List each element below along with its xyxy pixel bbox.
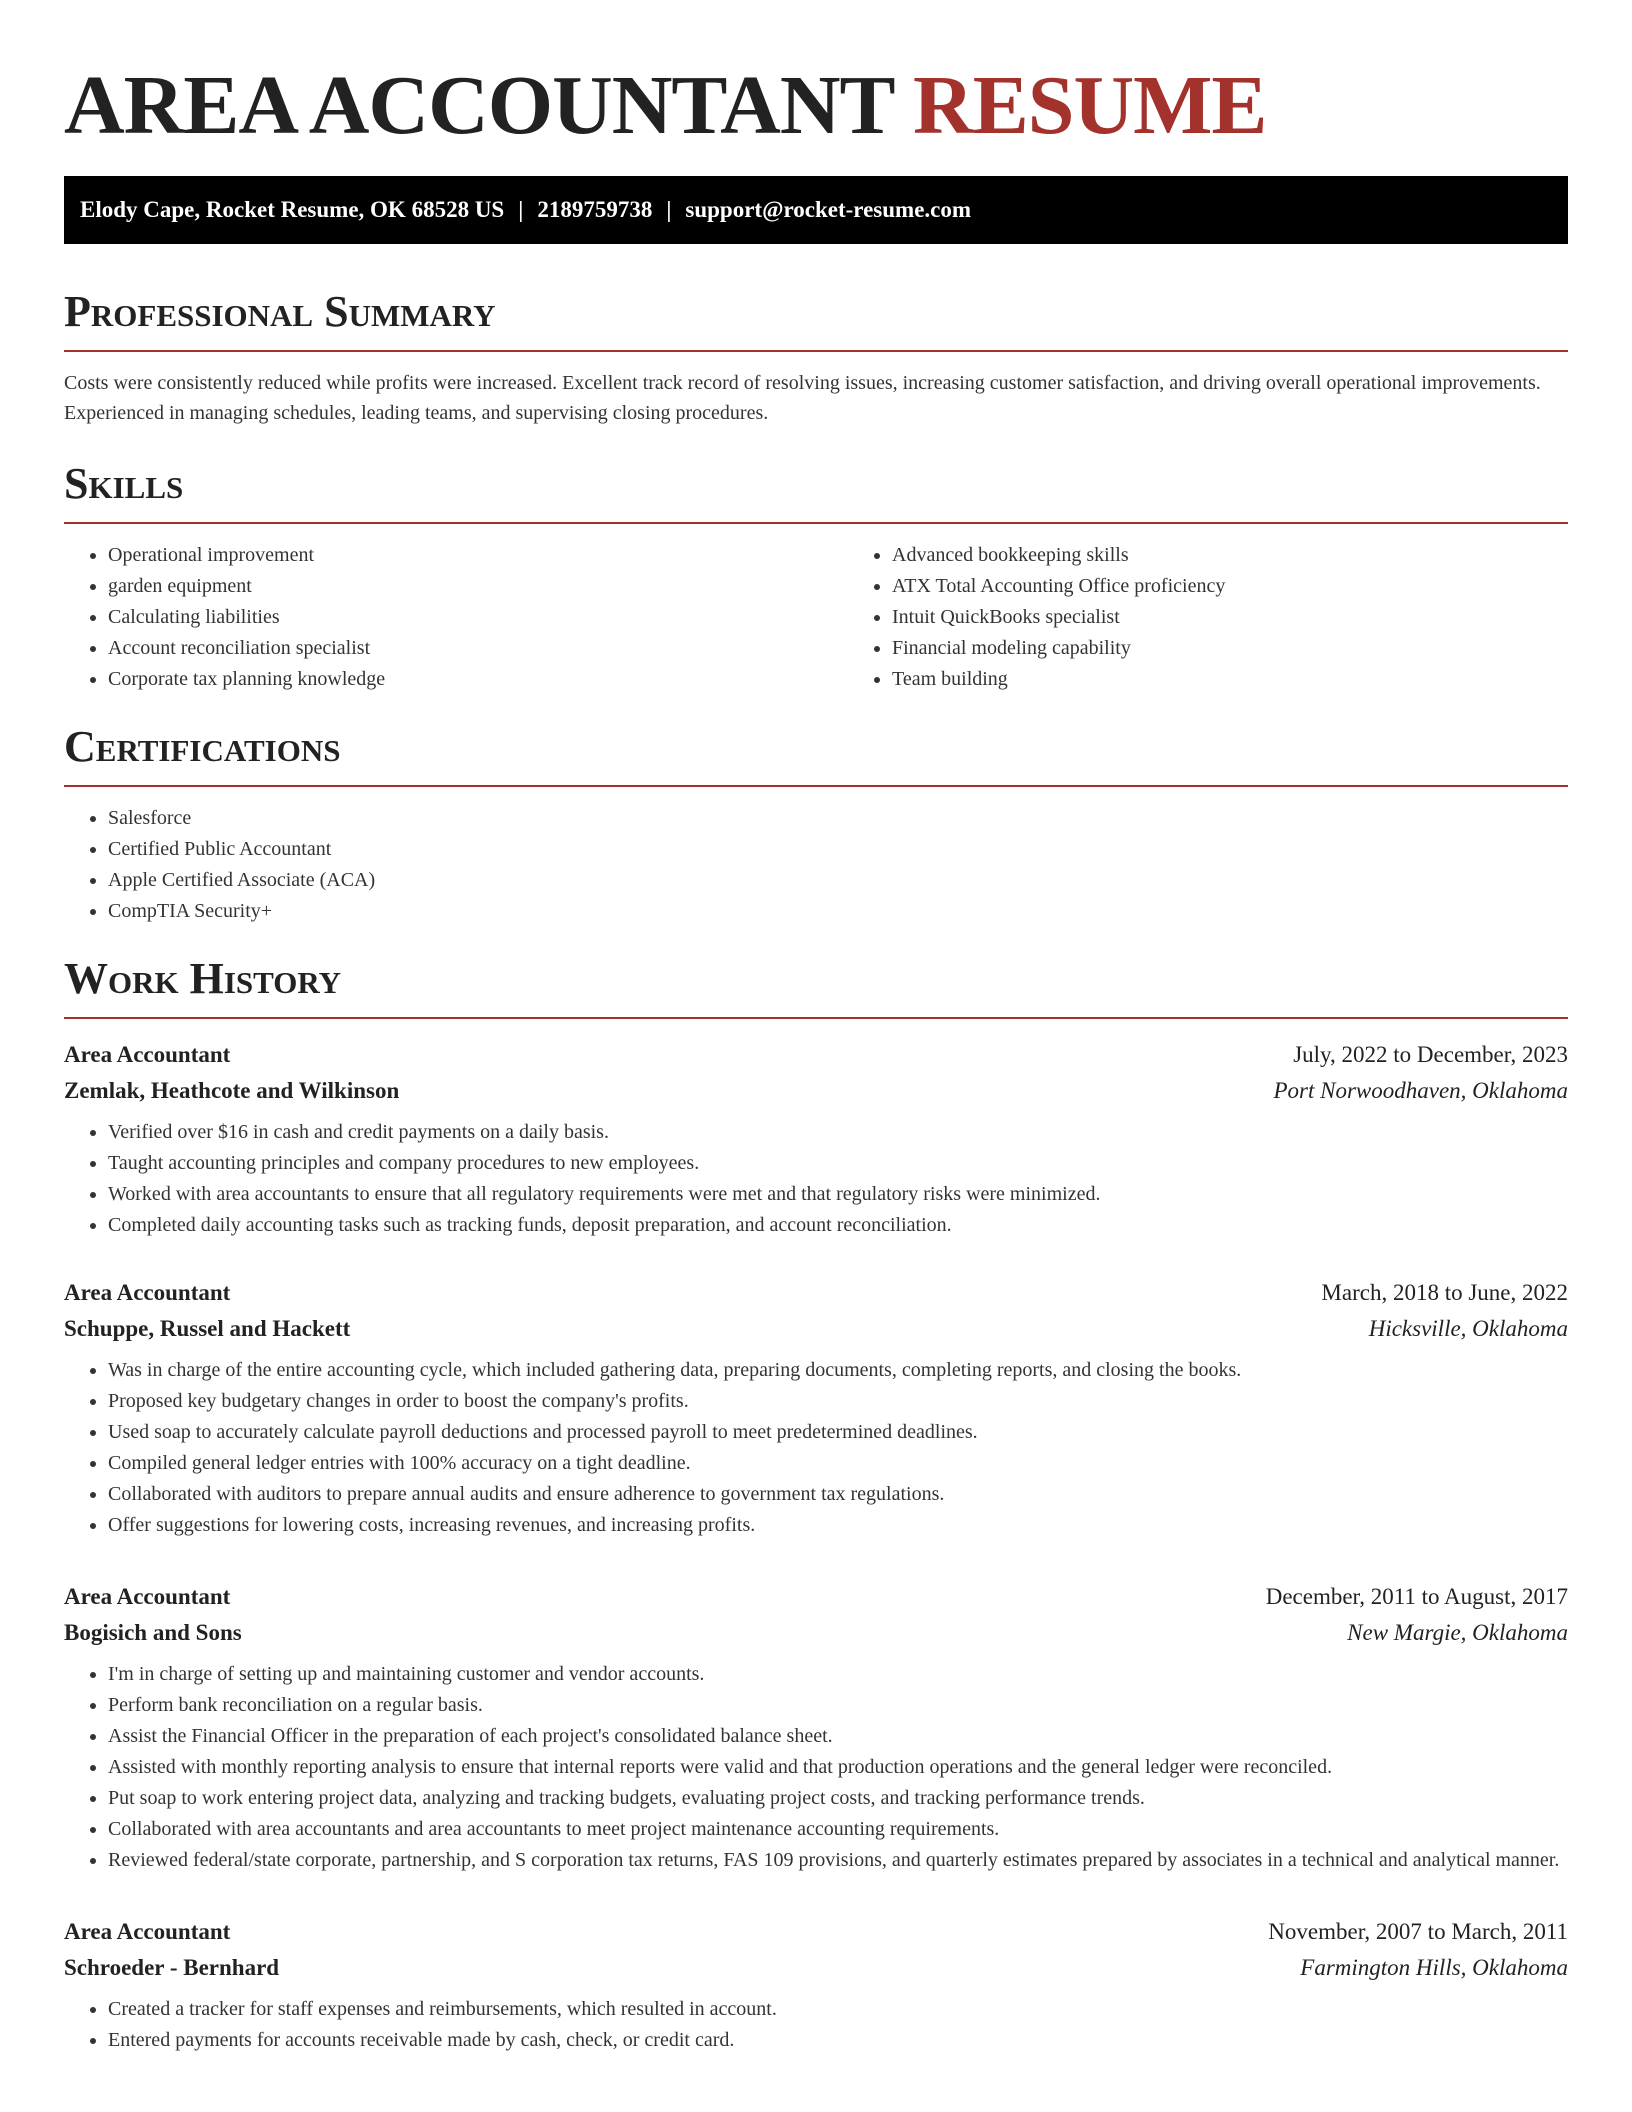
- job-location: New Margie, Oklahoma: [1347, 1620, 1568, 1645]
- job-bullets: [64, 1355, 1568, 1541]
- job-bullet: • Was in charge of the entire accounting cycle, which included gathering data, preparing documents, completing reports, and closing the books.: [108, 1355, 1568, 1386]
- job-bullets: [64, 1659, 1568, 1876]
- contact-address: Elody Cape, Rocket Resume, OK 68528 US: [80, 197, 505, 222]
- certification-item: • Salesforce: [108, 803, 1568, 834]
- job-company: Schroeder - Bernhard: [64, 1955, 280, 1980]
- skills-section: [64, 458, 1568, 695]
- job-location: Farmington Hills, Oklahoma: [1300, 1955, 1568, 1980]
- job-bullet: • Compiled general ledger entries with 100% accuracy on a tight deadline.: [108, 1448, 1568, 1479]
- contact-separator: |: [518, 197, 524, 222]
- skill-item: • Operational improvement: [108, 540, 848, 571]
- contact-email[interactable]: support@rocket-resume.com: [685, 197, 972, 222]
- skill-item: • Calculating liabilities: [108, 602, 848, 633]
- contact-separator: |: [666, 197, 672, 222]
- job-bullet: • Put soap to work entering project data, analyzing and tracking budgets, evaluating project costs, and tracking performance trends.: [108, 1783, 1568, 1814]
- job-entry: [64, 1037, 1568, 1241]
- professional-summary-section: [64, 286, 1568, 428]
- job-header-row: [64, 1579, 1568, 1615]
- job-entry: [64, 1914, 1568, 2056]
- job-bullet: • Worked with area accountants to ensure that all regulatory requirements were met and that regulatory risks were minimized.: [108, 1179, 1568, 1210]
- job-company-row: [64, 1615, 1568, 1651]
- job-title: Area Accountant: [64, 1280, 231, 1305]
- job-title: Area Accountant: [64, 1584, 231, 1609]
- skill-item: • Corporate tax planning knowledge: [108, 664, 848, 695]
- skills-list-left: [64, 540, 848, 695]
- job-company: Bogisich and Sons: [64, 1620, 242, 1645]
- certifications-section: [64, 721, 1568, 927]
- contact-phone: 2189759738: [537, 197, 653, 222]
- job-bullet: • Entered payments for accounts receivable made by cash, check, or credit card.: [108, 2025, 1568, 2056]
- job-title: Area Accountant: [64, 1042, 231, 1067]
- job-dates: November, 2007 to March, 2011: [1268, 1919, 1568, 1944]
- title-accent: RESUME: [913, 59, 1267, 152]
- job-bullet: • Used soap to accurately calculate payroll deductions and processed payroll to meet predetermined deadlines.: [108, 1417, 1568, 1448]
- resume-title: [64, 0, 1568, 156]
- skill-item: • Team building: [892, 664, 1632, 695]
- skill-item: • Intuit QuickBooks specialist: [892, 602, 1632, 633]
- skill-item: • Financial modeling capability: [892, 633, 1632, 664]
- certification-item: • CompTIA Security+: [108, 896, 1568, 927]
- skill-item: • ATX Total Accounting Office proficiency: [892, 571, 1632, 602]
- skills-list-right: [848, 540, 1632, 695]
- job-company: Schuppe, Russel and Hackett: [64, 1316, 351, 1341]
- job-header-row: [64, 1037, 1568, 1073]
- section-heading-summary: Professional Summary: [64, 286, 1568, 352]
- job-header-row: [64, 1914, 1568, 1950]
- job-header-row: [64, 1275, 1568, 1311]
- job-bullet: • Collaborated with auditors to prepare annual audits and ensure adherence to government tax regulations.: [108, 1479, 1568, 1510]
- job-bullet: • Collaborated with area accountants and area accountants to meet project maintenance accounting requirements.: [108, 1814, 1568, 1845]
- skill-item: • Advanced bookkeeping skills: [892, 540, 1632, 571]
- job-bullet: • Completed daily accounting tasks such as tracking funds, deposit preparation, and account reconciliation.: [108, 1210, 1568, 1241]
- job-bullet: • Perform bank reconciliation on a regular basis.: [108, 1690, 1568, 1721]
- skill-item: • garden equipment: [108, 571, 848, 602]
- job-entry: [64, 1275, 1568, 1541]
- section-heading-work-history: Work History: [64, 953, 1568, 1019]
- job-company-row: [64, 1950, 1568, 1986]
- job-bullet: • Offer suggestions for lowering costs, increasing revenues, and increasing profits.: [108, 1510, 1568, 1541]
- job-bullet: • Proposed key budgetary changes in order to boost the company's profits.: [108, 1386, 1568, 1417]
- skills-columns: [64, 524, 1568, 695]
- skill-item: • Account reconciliation specialist: [108, 633, 848, 664]
- job-bullet: • Created a tracker for staff expenses and reimbursements, which resulted in account.: [108, 1994, 1568, 2025]
- work-history-section: [64, 953, 1568, 2056]
- job-title: Area Accountant: [64, 1919, 231, 1944]
- job-location: Hicksville, Oklahoma: [1368, 1316, 1568, 1341]
- title-main: AREA ACCOUNTANT: [64, 59, 894, 152]
- job-location: Port Norwoodhaven, Oklahoma: [1273, 1078, 1568, 1103]
- job-dates: December, 2011 to August, 2017: [1265, 1584, 1568, 1609]
- job-company-row: [64, 1311, 1568, 1347]
- job-bullet: • Assisted with monthly reporting analysis to ensure that internal reports were valid and that production operations and the general ledger were reconciled.: [108, 1752, 1568, 1783]
- job-bullet: • I'm in charge of setting up and maintaining customer and vendor accounts.: [108, 1659, 1568, 1690]
- resume-page: [64, 0, 1568, 2056]
- job-dates: March, 2018 to June, 2022: [1321, 1280, 1568, 1305]
- section-heading-certifications: Certifications: [64, 721, 1568, 787]
- certifications-list: [64, 803, 1568, 927]
- job-bullet: • Reviewed federal/state corporate, partnership, and S corporation tax returns, FAS 109 provisions, and quarterly estimates prepared by associates in a technical and analytical manner.: [108, 1845, 1568, 1876]
- certification-item: • Apple Certified Associate (ACA): [108, 865, 1568, 896]
- job-bullet: • Verified over $16 in cash and credit payments on a daily basis.: [108, 1117, 1568, 1148]
- summary-text: Costs were consistently reduced while profits were increased. Excellent track record of resolving issues, increasing customer satisfaction, and driving overall operational improvements. Experienced in managing schedules, leading teams, and supervising closing procedures.: [64, 372, 1541, 424]
- job-company-row: [64, 1073, 1568, 1109]
- job-bullets: [64, 1117, 1568, 1241]
- job-company: Zemlak, Heathcote and Wilkinson: [64, 1078, 400, 1103]
- job-bullet: • Assist the Financial Officer in the preparation of each project's consolidated balance sheet.: [108, 1721, 1568, 1752]
- job-dates: July, 2022 to December, 2023: [1293, 1042, 1568, 1067]
- job-bullets: [64, 1994, 1568, 2056]
- contact-bar: [64, 176, 1568, 244]
- job-entry: [64, 1579, 1568, 1876]
- certification-item: • Certified Public Accountant: [108, 834, 1568, 865]
- section-heading-skills: Skills: [64, 458, 1568, 524]
- job-bullet: • Taught accounting principles and company procedures to new employees.: [108, 1148, 1568, 1179]
